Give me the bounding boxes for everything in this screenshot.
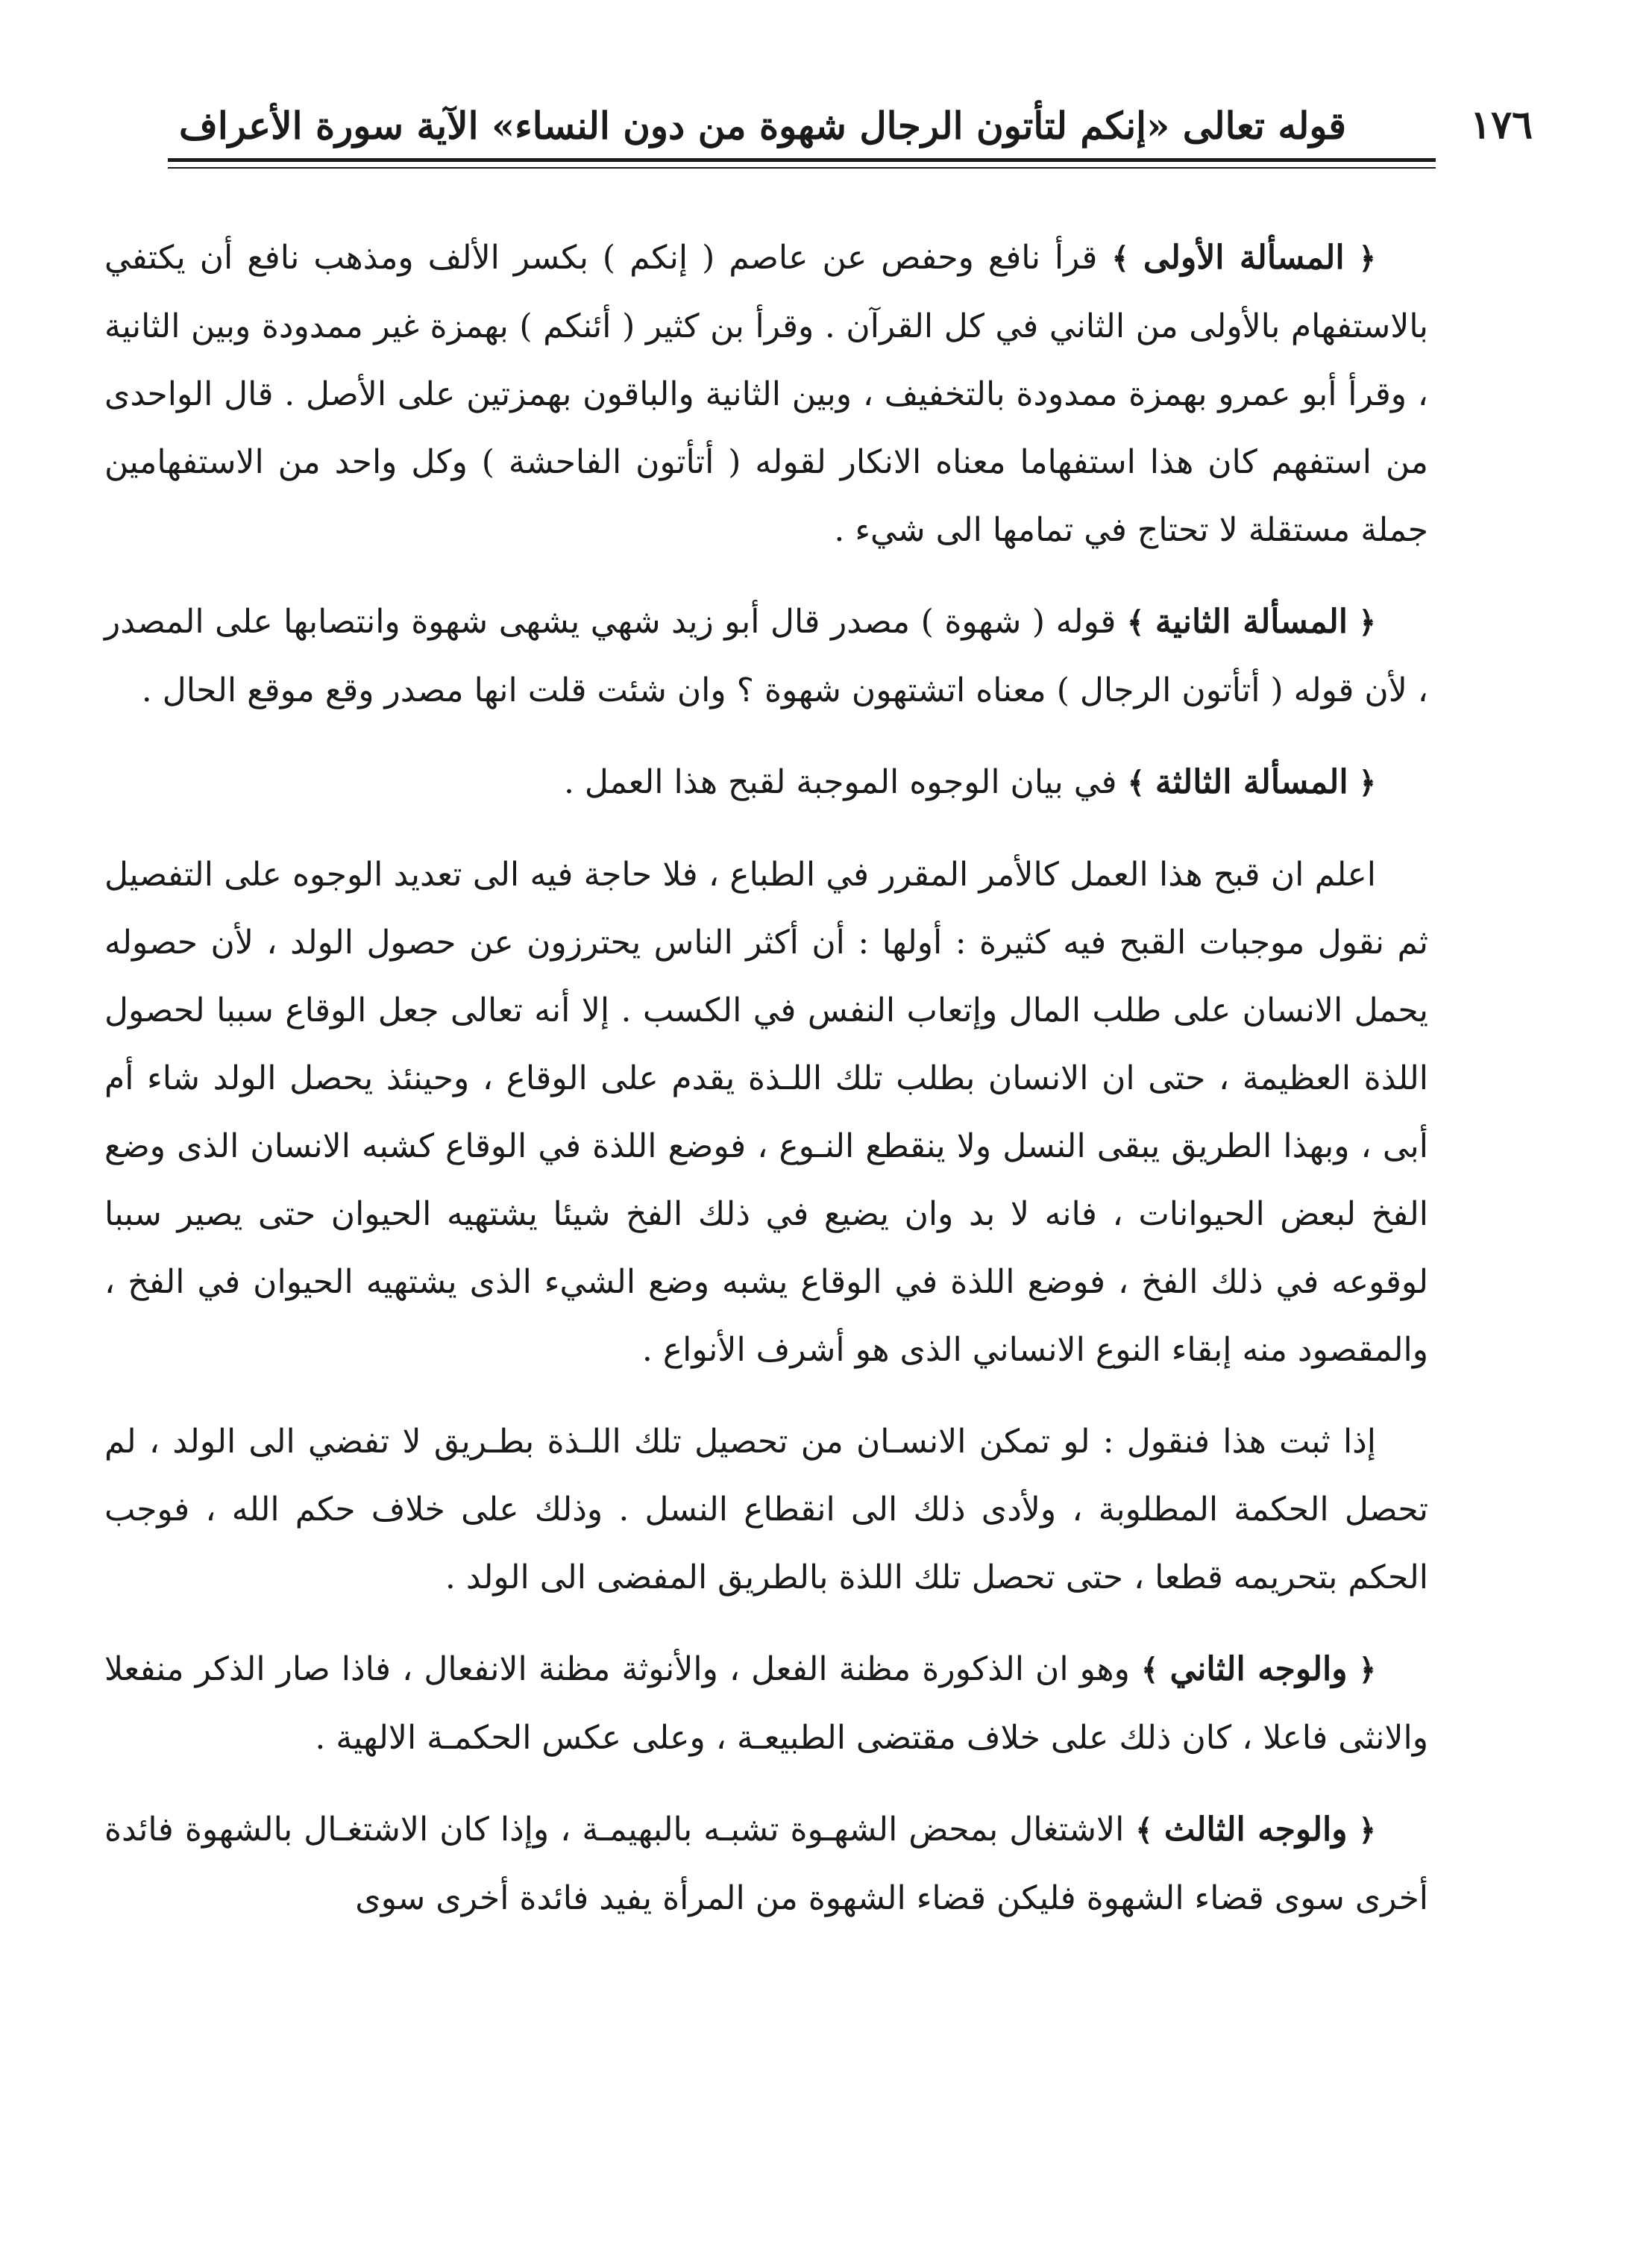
ornament-open: ﴿ [1358, 765, 1376, 800]
paragraph-text: في بيان الوجوه الموجبة لقبح هذا العمل . [563, 763, 1117, 801]
paragraph-body-2 [104, 1408, 1428, 1611]
paragraph-body-1 [104, 841, 1428, 1384]
header-rule-thin [168, 167, 1436, 169]
ornament-open: ﴿ [1358, 241, 1376, 276]
paragraph-text: قوله ( شهوة ) مصدر قال أبو زيد شهي يشهى شهوة وانتصابها على المصدر ، لأن قوله ( أتأتون الرجال ) معناه اتشتهون شهوة ؟ وان شئت قلت انها مصدر وقع موقع الحال . [104, 603, 1428, 709]
ornament-close: ﴾ [1126, 605, 1145, 640]
paragraph-masala-2 [104, 588, 1428, 724]
page-number: ١٧٦ [1470, 102, 1533, 148]
paragraph-wajh-2 [104, 1635, 1428, 1772]
paragraph-text: اعلم ان قبح هذا العمل كالأمر المقرر في الطباع ، فلا حاجة فيه الى تعديد الوجوه على التفصيل ثم نقول موجبات القبح فيه كثيرة : أولها : أن أكثر الناس يحترزون عن حصول الولد ، لأن حصوله يحمل الانسان على طلب المال وإتعاب النفس في الكسب . إلا أنه تعالى جعل الوقاع سببا لحصول اللذة العظيمة ، حتى ان الانسان بطلب تلك اللـذة يقدم على الوقاع ، وحينئذ يحصل الولد شاء أم أبى ، وبهذا الطريق يبقى النسل ولا ينقطع النـوع ، فوضع اللذة في الوقاع كشبه الانسان الذى وضع الفخ لبعض الحيوانات ، فانه لا بد وان يضيع في ذلك الفخ شيئا يشتهيه الحيوان حتى يصير سببا لوقوعه في ذلك الفخ ، فوضع اللذة في الوقاع يشبه وضع الشيء الذى يشتهيه الحيوان في الفخ ، والمقصود منه إبقاء النوع الانساني الذى هو أشرف الأنواع . [104, 856, 1428, 1369]
section-label: المسألة الأولى [1143, 239, 1345, 277]
header-rule [168, 158, 1436, 162]
ornament-close: ﴾ [1127, 765, 1145, 800]
ornament-close: ﴾ [1111, 241, 1129, 276]
paragraph-masala-1 [104, 224, 1428, 564]
section-label: والوجه الثالث [1163, 1811, 1348, 1849]
paragraph-text: وهو ان الذكورة مظنة الفعل ، والأنوثة مظنة الانفعال ، فاذا صار الذكر منفعلا والانثى فاعلا ، كان ذلك على خلاف مقتضى الطبيعـة ، وعلى عكس الحكمـة الالهية . [104, 1650, 1428, 1757]
ornament-open: ﴿ [1358, 605, 1376, 640]
running-head [179, 88, 1533, 148]
section-label: المسألة الثالثة [1155, 763, 1348, 801]
body-text [104, 224, 1428, 1956]
paragraph-text: قرأ نافع وحفص عن عاصم ( إنكم ) بكسر الألف ومذهب نافع أن يكتفي بالاستفهام بالأولى من الثاني في كل القرآن . وقرأ بن كثير ( أئنكم ) بهمزة غير ممدودة وبين الثانية ، وقرأ أبو عمرو بهمزة ممدودة بالتخفيف ، وبين الثانية والباقون بهمزتين على الأصل . قال الواحدى من استفهم كان هذا استفهاما معناه الانكار لقوله ( أتأتون الفاحشة ) وكل واحد من الاستفهامين جملة مستقلة لا تحتاج في تمامها الى شيء . [104, 239, 1428, 549]
running-title: قوله تعالى «إنكم لتأتون الرجال شهوة من دون النساء» الآية سورة الأعراف [179, 104, 1347, 148]
paragraph-masala-3 [104, 748, 1428, 817]
paragraph-text: إذا ثبت هذا فنقول : لو تمكن الانسـان من تحصيل تلك اللـذة بطـريق لا تفضي الى الولد ، لم تحصل الحكمة المطلوبة ، ولأدى ذلك الى انقطاع النسل . وذلك على خلاف حكم الله ، فوجب الحكم بتحريمه قطعا ، حتى تحصل تلك اللذة بالطريق المفضى الى الولد . [104, 1423, 1428, 1596]
ornament-open: ﴿ [1358, 1652, 1376, 1687]
ornament-open: ﴿ [1358, 1813, 1376, 1848]
section-label: والوجه الثاني [1169, 1650, 1348, 1688]
ornament-close: ﴾ [1140, 1652, 1159, 1687]
section-label: المسألة الثانية [1155, 603, 1348, 641]
ornament-close: ﴾ [1135, 1813, 1153, 1848]
paragraph-text: الاشتغال بمحض الشهـوة تشبـه بالبهيمـة ، وإذا كان الاشتغـال بالشهوة فائدة أخرى سوى قضاء الشهوة فليكن قضاء الشهوة من المرأة يفيد فائدة أخرى سوى [104, 1811, 1428, 1917]
paragraph-wajh-3 [104, 1796, 1428, 1932]
